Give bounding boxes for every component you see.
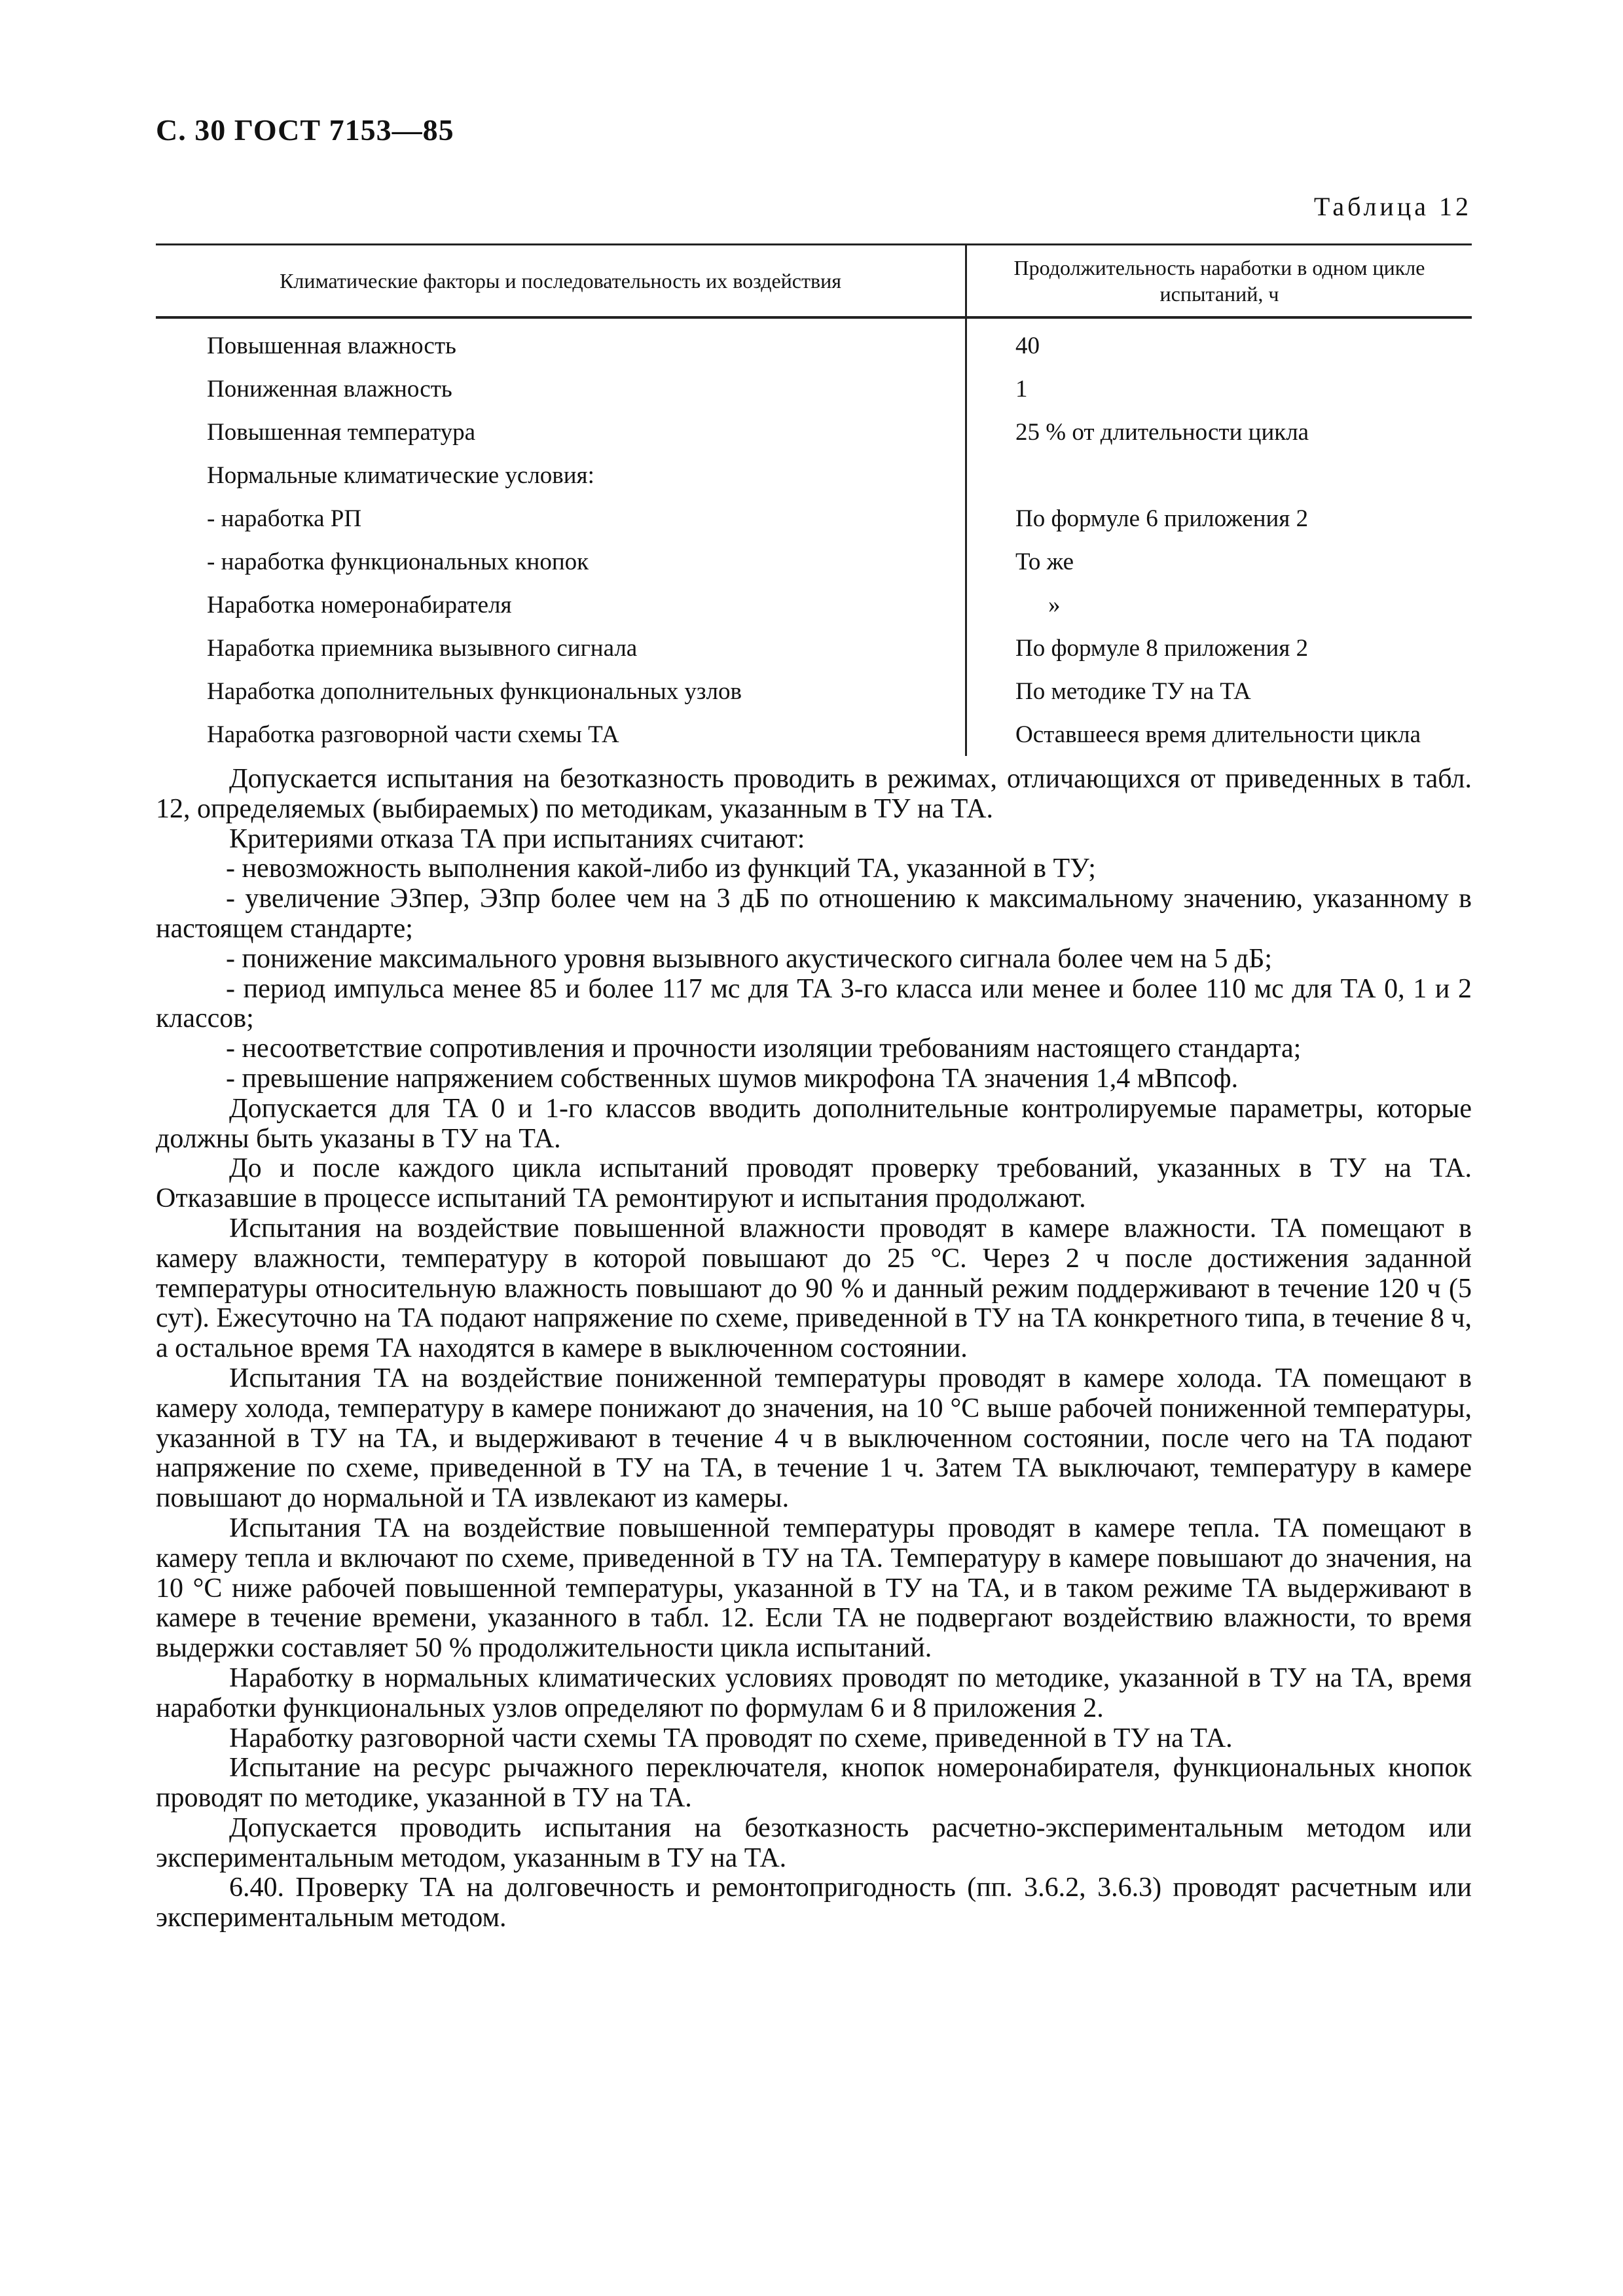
factor-cell: Наработка дополнительных функциональных узлов (156, 670, 966, 713)
page-header: С. 30 ГОСТ 7153—85 (156, 113, 454, 147)
paragraph: Критериями отказа ТА при испытаниях считают: (229, 823, 805, 854)
table-row (156, 540, 1472, 583)
duration-cell: По методике ТУ на ТА (1015, 677, 1251, 705)
column-header-duration: Продолжительность наработки в одном цикле испытаний, ч (1013, 256, 1425, 306)
paragraph: Испытания ТА на воздействие повышенной температуры проводят в камере тепла. ТА помещают в камеру тепла и включают по схеме, приведенной в ТУ на ТА. Температуру в камере повышают до значения, на 10 °С ниже рабочей повышенной температуры, указанной в ТУ на ТА, и в таком режиме ТА выдерживают в камере в течение времени, указанного в табл. 12. Если ТА не подвергают воздействию влажности, то время выдержки составляет 50 % продолжительности цикла испытаний. (156, 1513, 1472, 1664)
duration-cell (966, 454, 1472, 497)
table-row (156, 317, 1472, 367)
duration-cell: По формуле 8 приложения 2 (1015, 634, 1309, 662)
paragraph: Испытания ТА на воздействие пониженной температуры проводят в камере холода. ТА помещают в камеру холода, температуру в камере понижают до значения, на 10 °С выше рабочей пониженной температуры, указанной в ТУ на ТА, и выдерживают в течение 4 ч в выключенном состоянии, после чего на ТА подают напряжение по схеме, приведенной в ТУ на ТА, в течение 1 ч. Затем ТА выключают, температуру в камере повышают до нормальной и ТА извлекают из камеры. (156, 1363, 1472, 1514)
factor-cell: - наработка РП (156, 497, 966, 540)
table-header-row (156, 245, 1472, 318)
factor-cell: Наработка номеронабирателя (156, 583, 966, 626)
table-row (156, 410, 1472, 454)
duration-cell: То же (1015, 548, 1074, 575)
criteria-item: - период импульса менее 85 и более 117 мс для ТА 3-го класса или менее и более 110 мс для ТА 0, 1 и 2 классов; (156, 973, 1472, 1034)
paragraph: До и после каждого цикла испытаний проводят проверку требований, указанных в ТУ на ТА. Отказавшие в процессе испытаний ТА ремонтируют и испытания продолжают. (156, 1153, 1472, 1214)
criteria-item: - невозможность выполнения какой-либо из функций ТА, указанной в ТУ; (226, 853, 1096, 884)
duration-cell: По формуле 6 приложения 2 (1015, 505, 1309, 532)
duration-cell: 25 % от длительности цикла (1015, 418, 1309, 446)
factor-cell: Пониженная влажность (156, 367, 966, 410)
table-row (156, 367, 1472, 410)
table-12 (156, 243, 1472, 756)
paragraph: Испытание на ресурс рычажного переключателя, кнопок номеронабирателя, функциональных кнопок проводят по методике, указанной в ТУ на ТА. (156, 1753, 1472, 1814)
criteria-item: - понижение максимального уровня вызывного акустического сигнала более чем на 5 дБ; (226, 943, 1273, 974)
factor-cell: - наработка функциональных кнопок (156, 540, 966, 583)
table-row (156, 713, 1472, 756)
paragraph: Наработку в нормальных климатических условиях проводят по методике, указанной в ТУ на ТА, время наработки функциональных узлов определяют по формулам 6 и 8 приложения 2. (156, 1662, 1472, 1723)
criteria-item: - превышение напряжением собственных шумов микрофона ТА значения 1,4 мВпсоф. (226, 1063, 1239, 1094)
paragraph: Допускается для ТА 0 и 1-го классов вводить дополнительные контролируемые параметры, которые должны быть указаны в ТУ на ТА. (156, 1093, 1472, 1154)
duration-cell: » (1048, 591, 1061, 619)
paragraph: Допускается испытания на безотказность проводить в режимах, отличающихся от приведенных в табл. 12, определяемых (выбираемых) по методикам, указанным в ТУ на ТА. (156, 764, 1472, 824)
factor-cell: Нормальные климатические условия: (156, 454, 966, 497)
paragraph: Испытания на воздействие повышенной влажности проводят в камере влажности. ТА помещают в камеру влажности, температуру в которой повышают до 25 °С. Через 2 ч после достижения заданной температуры относительную влажность повышают до 90 % и данный режим поддерживают в течение 120 ч (5 сут). Ежесуточно на ТА подают напряжение по схеме, приведенной в ТУ на ТА конкретного типа, в течение 8 ч, а остальное время ТА находятся в камере в выключенном состоянии. (156, 1213, 1472, 1364)
factor-cell: Наработка разговорной части схемы ТА (156, 713, 966, 756)
duration-cell: Оставшееся время длительности цикла (1015, 721, 1421, 748)
table-row (156, 454, 1472, 497)
factor-cell: Повышенная влажность (156, 317, 966, 367)
paragraph: 6.40. Проверку ТА на долговечность и ремонтопригодность (пп. 3.6.2, 3.6.3) проводят расчетным или экспериментальным методом. (156, 1873, 1472, 1933)
table-caption: Таблица 12 (1313, 192, 1472, 221)
duration-cell: 40 (1015, 332, 1040, 359)
table-row (156, 583, 1472, 626)
factor-cell: Наработка приемника вызывного сигнала (156, 626, 966, 670)
criteria-item: - несоответствие сопротивления и прочности изоляции требованиям настоящего стандарта; (226, 1033, 1302, 1064)
body-text (156, 764, 1472, 1933)
paragraph: Наработку разговорной части схемы ТА проводят по схеме, приведенной в ТУ на ТА. (229, 1723, 1233, 1753)
table-row (156, 497, 1472, 540)
paragraph: Допускается проводить испытания на безотказность расчетно-экспериментальным методом или экспериментальным методом, указанным в ТУ на ТА. (156, 1812, 1472, 1873)
criteria-item: - увеличение ЭЗпер, ЭЗпр более чем на 3 дБ по отношению к максимальному значению, указанному в настоящем стандарте; (156, 884, 1472, 944)
table-row (156, 670, 1472, 713)
table-row (156, 626, 1472, 670)
column-header-factors: Климатические факторы и последовательность их воздействия (156, 245, 966, 318)
factor-cell: Повышенная температура (156, 410, 966, 454)
duration-cell: 1 (1015, 375, 1028, 403)
